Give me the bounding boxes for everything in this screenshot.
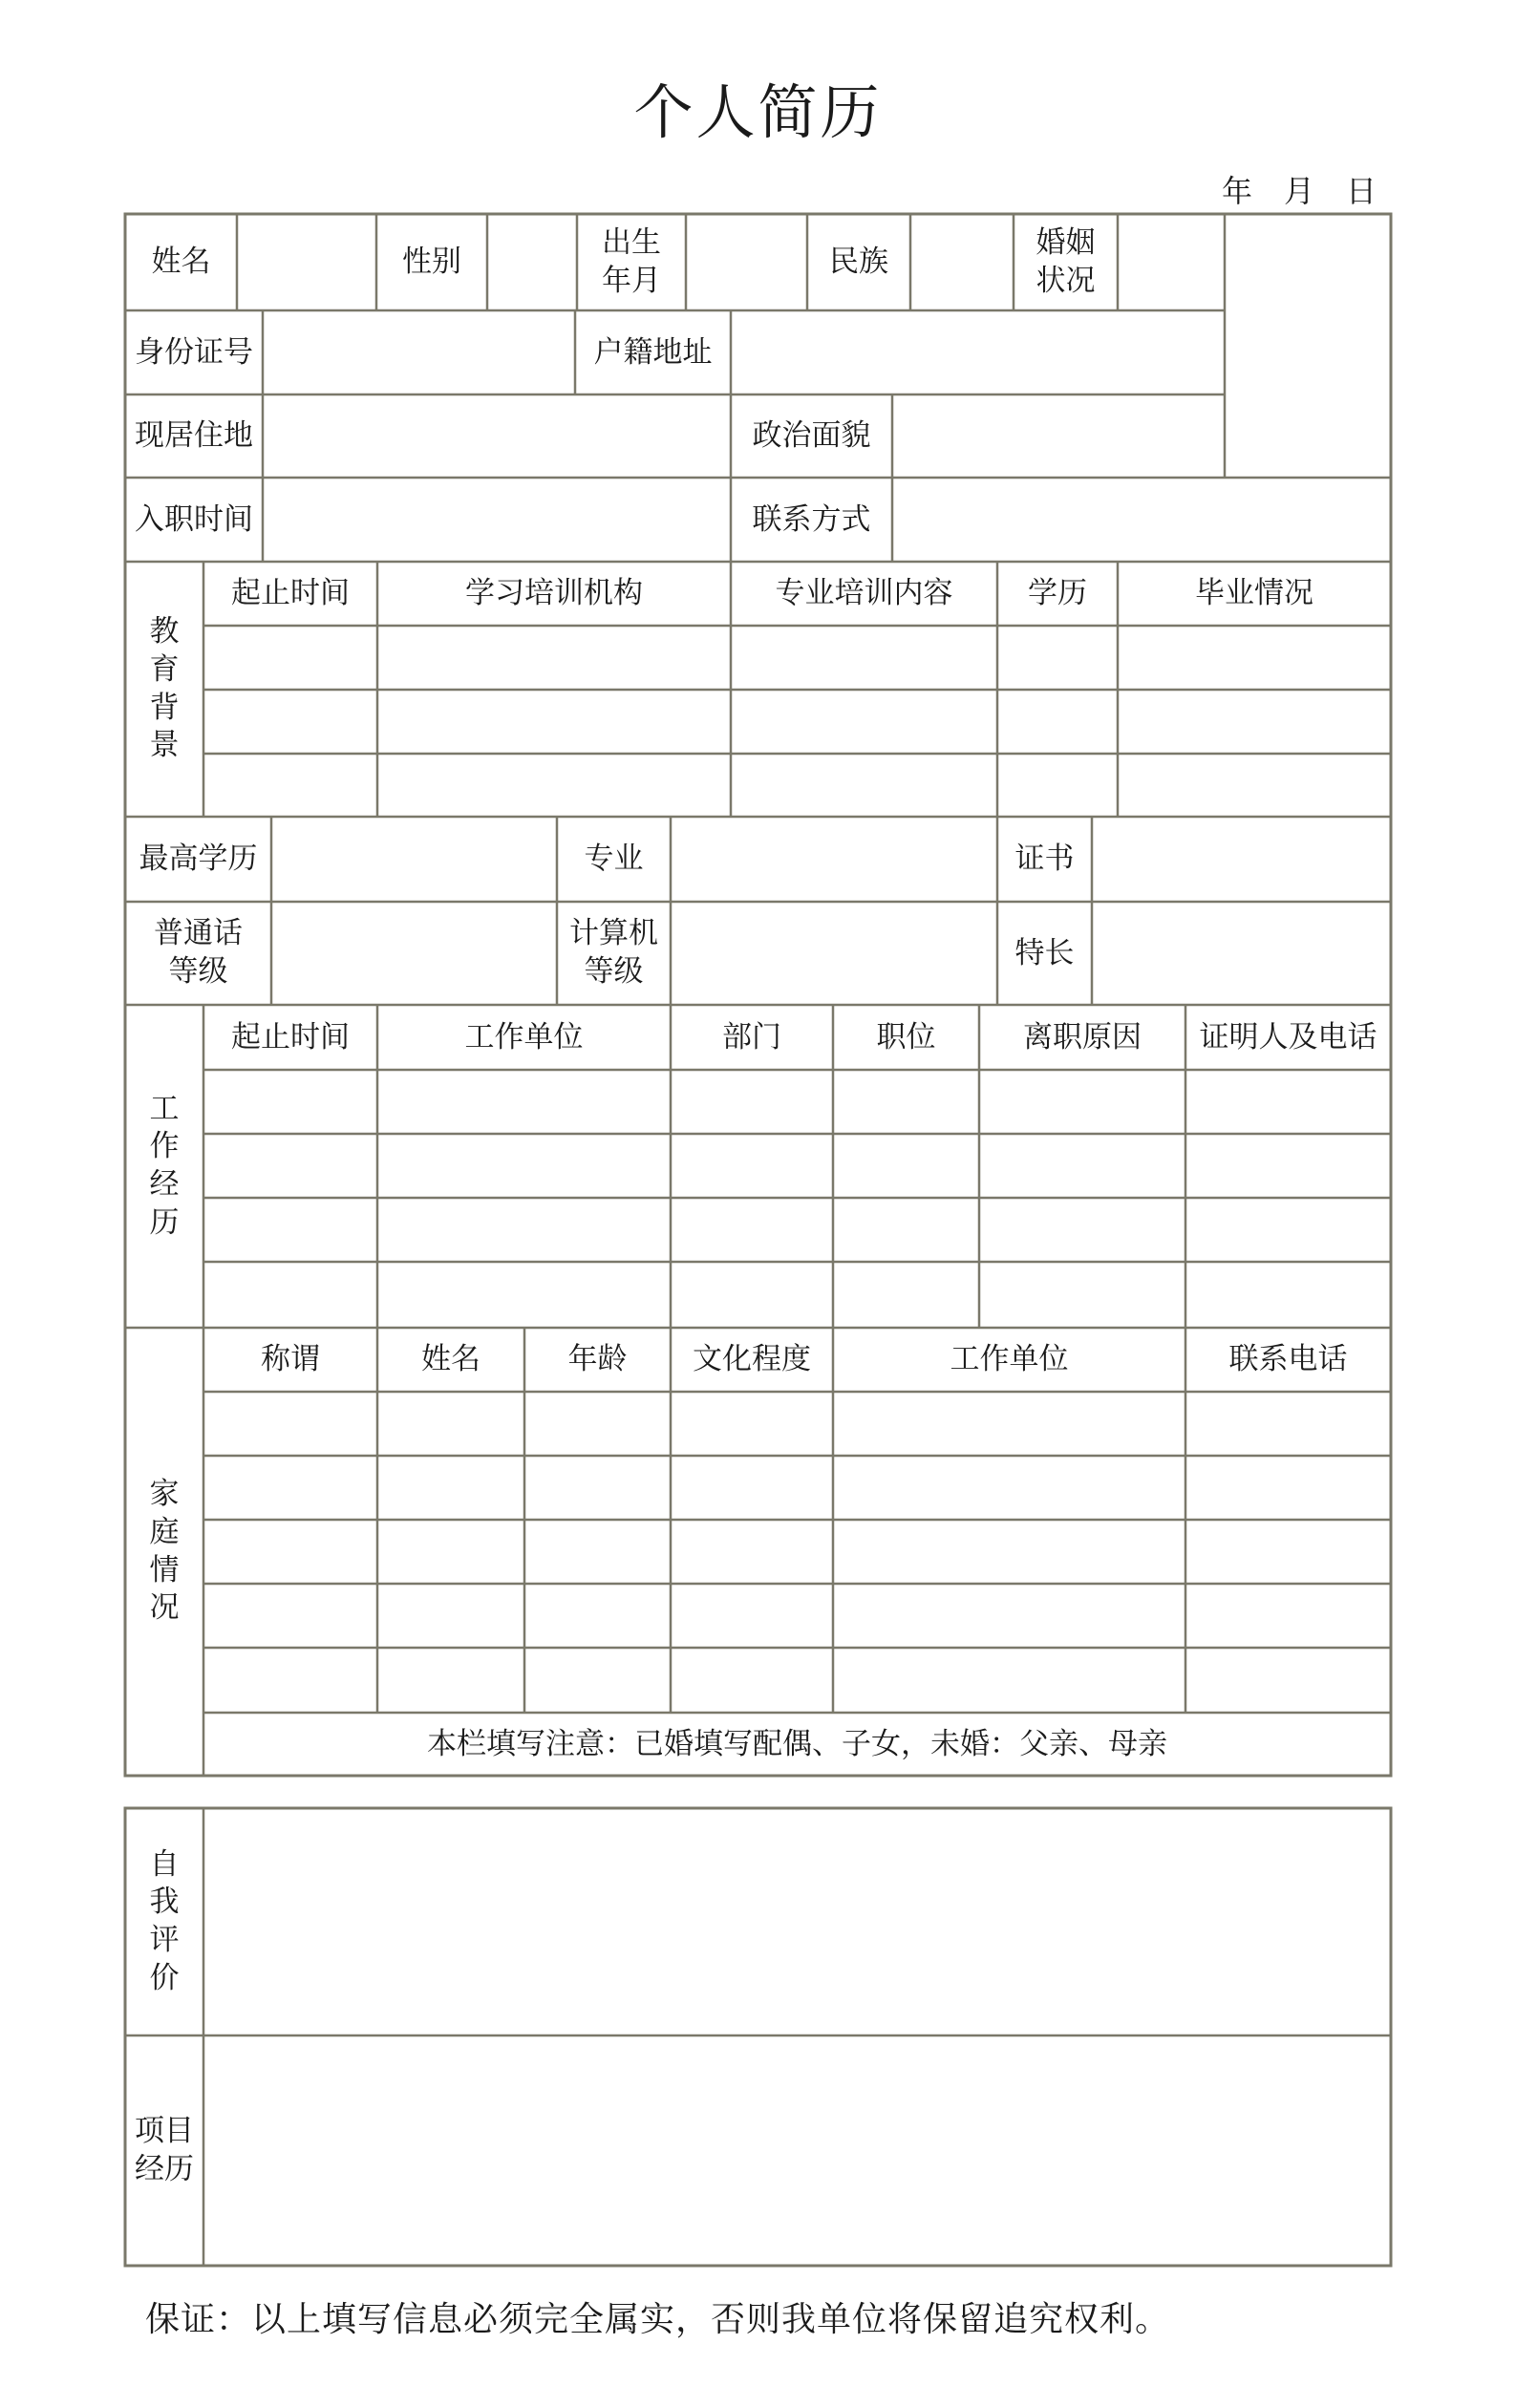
label-mandarin (125, 902, 271, 1005)
date-month-label: 月 (1283, 173, 1314, 209)
label-birth (577, 214, 686, 310)
input-birth[interactable] (686, 214, 807, 310)
label-marital-line2: 状况 (1036, 263, 1096, 298)
label-mandarin-line2: 等级 (168, 954, 228, 989)
work-header-reference: 证明人及电话 (1199, 1019, 1377, 1055)
section-label-education (125, 562, 203, 817)
input-specialty[interactable] (1092, 902, 1391, 1005)
label-hukou: 户籍地址 (593, 334, 713, 370)
family-note: 本栏填写注意：已婚填写配偶、子女，未婚：父亲、母亲 (427, 1726, 1167, 1761)
family-label-char: 情 (149, 1552, 180, 1588)
input-mandarin[interactable] (271, 902, 557, 1005)
section-label-family (125, 1328, 203, 1776)
label-highest-degree: 最高学历 (139, 842, 258, 877)
education-label-char: 背 (149, 690, 180, 725)
input-hukou[interactable] (731, 310, 1225, 394)
self-eval-label-char: 价 (149, 1960, 180, 1995)
education-label-char: 育 (149, 651, 180, 687)
input-computer[interactable] (671, 902, 997, 1005)
input-gender[interactable] (487, 214, 577, 310)
input-entry-date[interactable] (263, 478, 731, 562)
self-eval-label-char: 评 (149, 1923, 180, 1957)
family-header-phone: 联系电话 (1228, 1342, 1348, 1377)
projects-label-line1: 项目 (135, 2113, 194, 2148)
work-header-department: 部门 (722, 1019, 781, 1055)
label-political: 政治面貌 (752, 418, 871, 454)
work-label-char: 作 (149, 1129, 180, 1164)
family-header-name: 姓名 (421, 1342, 480, 1377)
label-major: 专业 (584, 842, 644, 877)
family-label-char: 庭 (149, 1514, 180, 1549)
label-contact: 联系方式 (752, 501, 871, 537)
work-label-char: 经 (149, 1167, 180, 1202)
education-header-graduation: 毕业情况 (1195, 576, 1313, 611)
family-label-char: 家 (149, 1477, 180, 1512)
work-header-employer: 工作单位 (464, 1019, 584, 1055)
education-header-content: 专业培训内容 (775, 576, 953, 611)
label-marital (1014, 214, 1118, 310)
label-marital-line1: 婚姻 (1036, 224, 1096, 260)
input-certificate[interactable] (1092, 817, 1391, 902)
label-mandarin-line1: 普通话 (154, 916, 243, 951)
input-id-number[interactable] (263, 310, 575, 394)
label-entry-date: 入职时间 (135, 501, 253, 537)
family-header-education: 文化程度 (693, 1342, 811, 1377)
education-label-char: 景 (149, 728, 180, 763)
input-marital[interactable] (1118, 214, 1225, 310)
label-name: 姓名 (151, 245, 211, 280)
date-day-label: 日 (1345, 173, 1377, 209)
page-title: 个人简历 (633, 77, 883, 147)
label-residence: 现居住地 (135, 418, 253, 454)
input-contact[interactable] (892, 478, 1391, 562)
work-header-period: 起止时间 (231, 1019, 350, 1055)
work-header-position: 职位 (876, 1019, 936, 1055)
label-computer (557, 902, 671, 1005)
input-highest-degree[interactable] (271, 817, 557, 902)
input-major[interactable] (671, 817, 997, 902)
work-header-leave-reason: 离职原因 (1023, 1019, 1142, 1055)
input-name[interactable] (237, 214, 376, 310)
input-self-eval[interactable] (203, 1808, 1391, 2035)
input-projects[interactable] (203, 2035, 1391, 2266)
section-label-work (125, 1005, 203, 1328)
label-certificate: 证书 (1014, 842, 1075, 877)
label-specialty: 特长 (1014, 935, 1075, 970)
footer-guarantee: 保证：以上填写信息必须完全属实，否则我单位将保留追究权利。 (145, 2300, 1171, 2339)
work-label-char: 工 (149, 1091, 180, 1126)
section-label-projects (125, 2035, 203, 2266)
label-computer-line2: 等级 (584, 954, 644, 989)
family-header-relation: 称谓 (261, 1342, 320, 1377)
label-computer-line1: 计算机 (569, 916, 658, 951)
label-gender: 性别 (402, 245, 461, 280)
self-eval-label-char: 我 (149, 1885, 180, 1920)
projects-label-line2: 经历 (135, 2151, 194, 2186)
section-label-self-eval (125, 1808, 203, 2035)
education-header-institution: 学习培训机构 (465, 576, 643, 611)
date-year-label: 年 (1221, 173, 1252, 209)
label-ethnicity: 民族 (829, 245, 888, 280)
input-ethnicity[interactable] (910, 214, 1014, 310)
family-header-age: 年龄 (567, 1342, 628, 1377)
education-header-period: 起止时间 (231, 576, 350, 611)
work-label-char: 历 (149, 1204, 180, 1240)
family-label-char: 况 (149, 1590, 180, 1626)
family-header-employer: 工作单位 (950, 1342, 1069, 1377)
education-label-char: 教 (149, 614, 180, 650)
input-residence[interactable] (263, 394, 731, 478)
label-id-number: 身份证号 (135, 334, 253, 370)
photo-box[interactable] (1225, 214, 1391, 478)
label-birth-line2: 年月 (602, 263, 661, 298)
self-eval-label-char: 自 (149, 1846, 180, 1882)
input-political[interactable] (892, 394, 1225, 478)
label-birth-line1: 出生 (602, 224, 661, 260)
education-header-degree: 学历 (1028, 576, 1087, 611)
